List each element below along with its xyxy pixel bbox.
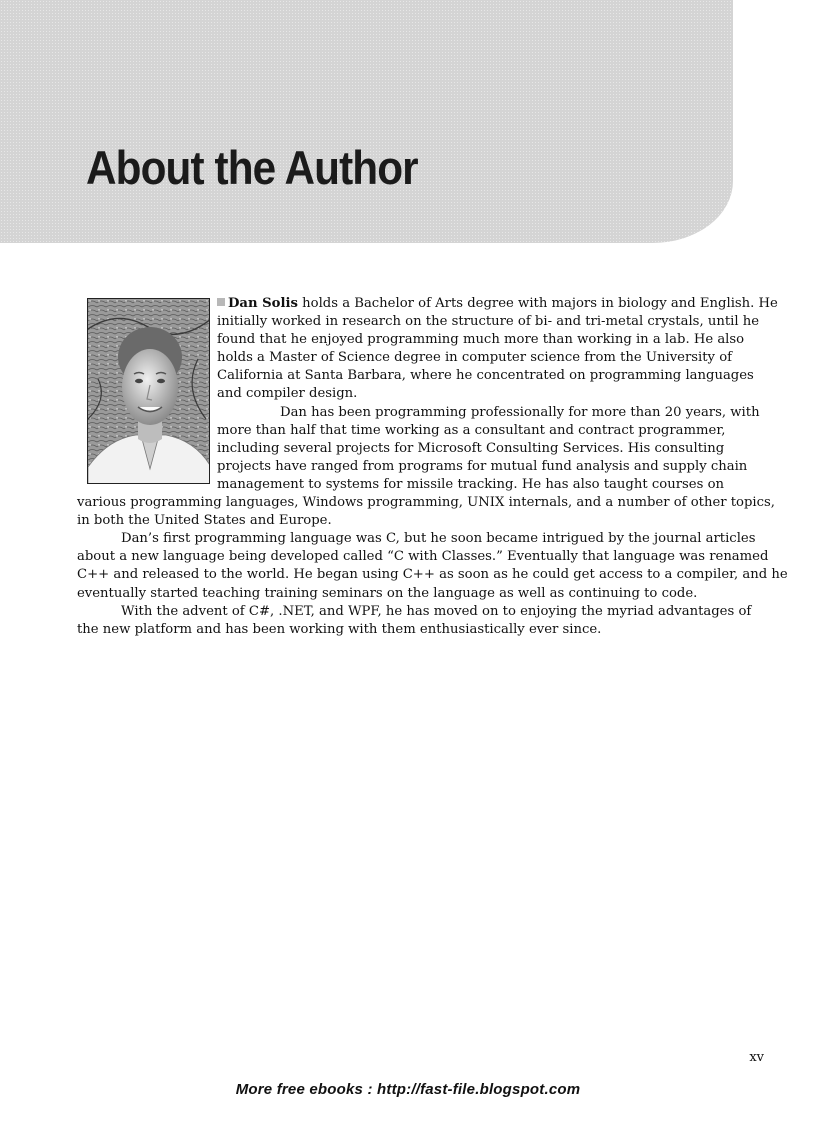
bio-line: holds a Master of Science degree in computer science from the University of xyxy=(217,350,733,366)
bio-line: Dan’s first programming language was C, but he soon became intrigued by the journal articles xyxy=(121,531,756,547)
bio-line: eventually started teaching training seminars on the language as well as continuing to code. xyxy=(77,585,698,601)
bio-line: about a new language being developed called “C with Classes.” Eventually that language was renamed xyxy=(77,549,769,565)
bio-line: in both the United States and Europe. xyxy=(77,513,332,529)
author-name: Dan Solis xyxy=(228,296,298,311)
chapter-title: About the Author xyxy=(86,141,418,194)
bio-line: C++ and released to the world. He began using C++ as soon as he could get access to a compiler, and he xyxy=(77,567,788,583)
bullet-square-icon xyxy=(217,298,225,306)
chapter-header-band xyxy=(0,0,733,243)
bio-line: various programming languages, Windows programming, UNIX internals, and a number of other topics, xyxy=(77,495,775,511)
bio-line: the new platform and has been working with them enthusiastically ever since. xyxy=(77,621,602,637)
bio-line: including several projects for Microsoft Consulting Services. His consulting xyxy=(217,440,725,456)
bio-line: and compiler design. xyxy=(217,386,358,402)
bio-line: found that he enjoyed programming much more than working in a lab. He also xyxy=(217,332,745,348)
bio-line: California at Santa Barbara, where he concentrated on programming languages xyxy=(217,368,754,384)
bio-line: Dan has been programming professionally for more than 20 years, with xyxy=(280,404,760,420)
bio-line: more than half that time working as a consultant and contract programmer, xyxy=(217,422,726,438)
footer-link-text: More free ebooks : http://fast-file.blogspot.com xyxy=(235,1081,581,1098)
bio-line: projects have ranged from programs for mutual fund analysis and supply chain xyxy=(217,458,748,474)
page-number: xv xyxy=(749,1050,764,1065)
author-bio xyxy=(77,295,788,639)
bio-line: management to systems for missile tracking. He has also taught courses on xyxy=(217,476,724,492)
bio-line: initially worked in research on the structure of bi- and tri-metal crystals, until he xyxy=(217,314,760,330)
bio-line: With the advent of C#, .NET, and WPF, he has moved on to enjoying the myriad advantages of xyxy=(121,603,752,619)
bio-line: Dan Solis holds a Bachelor of Arts degree with majors in biology and English. He xyxy=(77,295,724,313)
